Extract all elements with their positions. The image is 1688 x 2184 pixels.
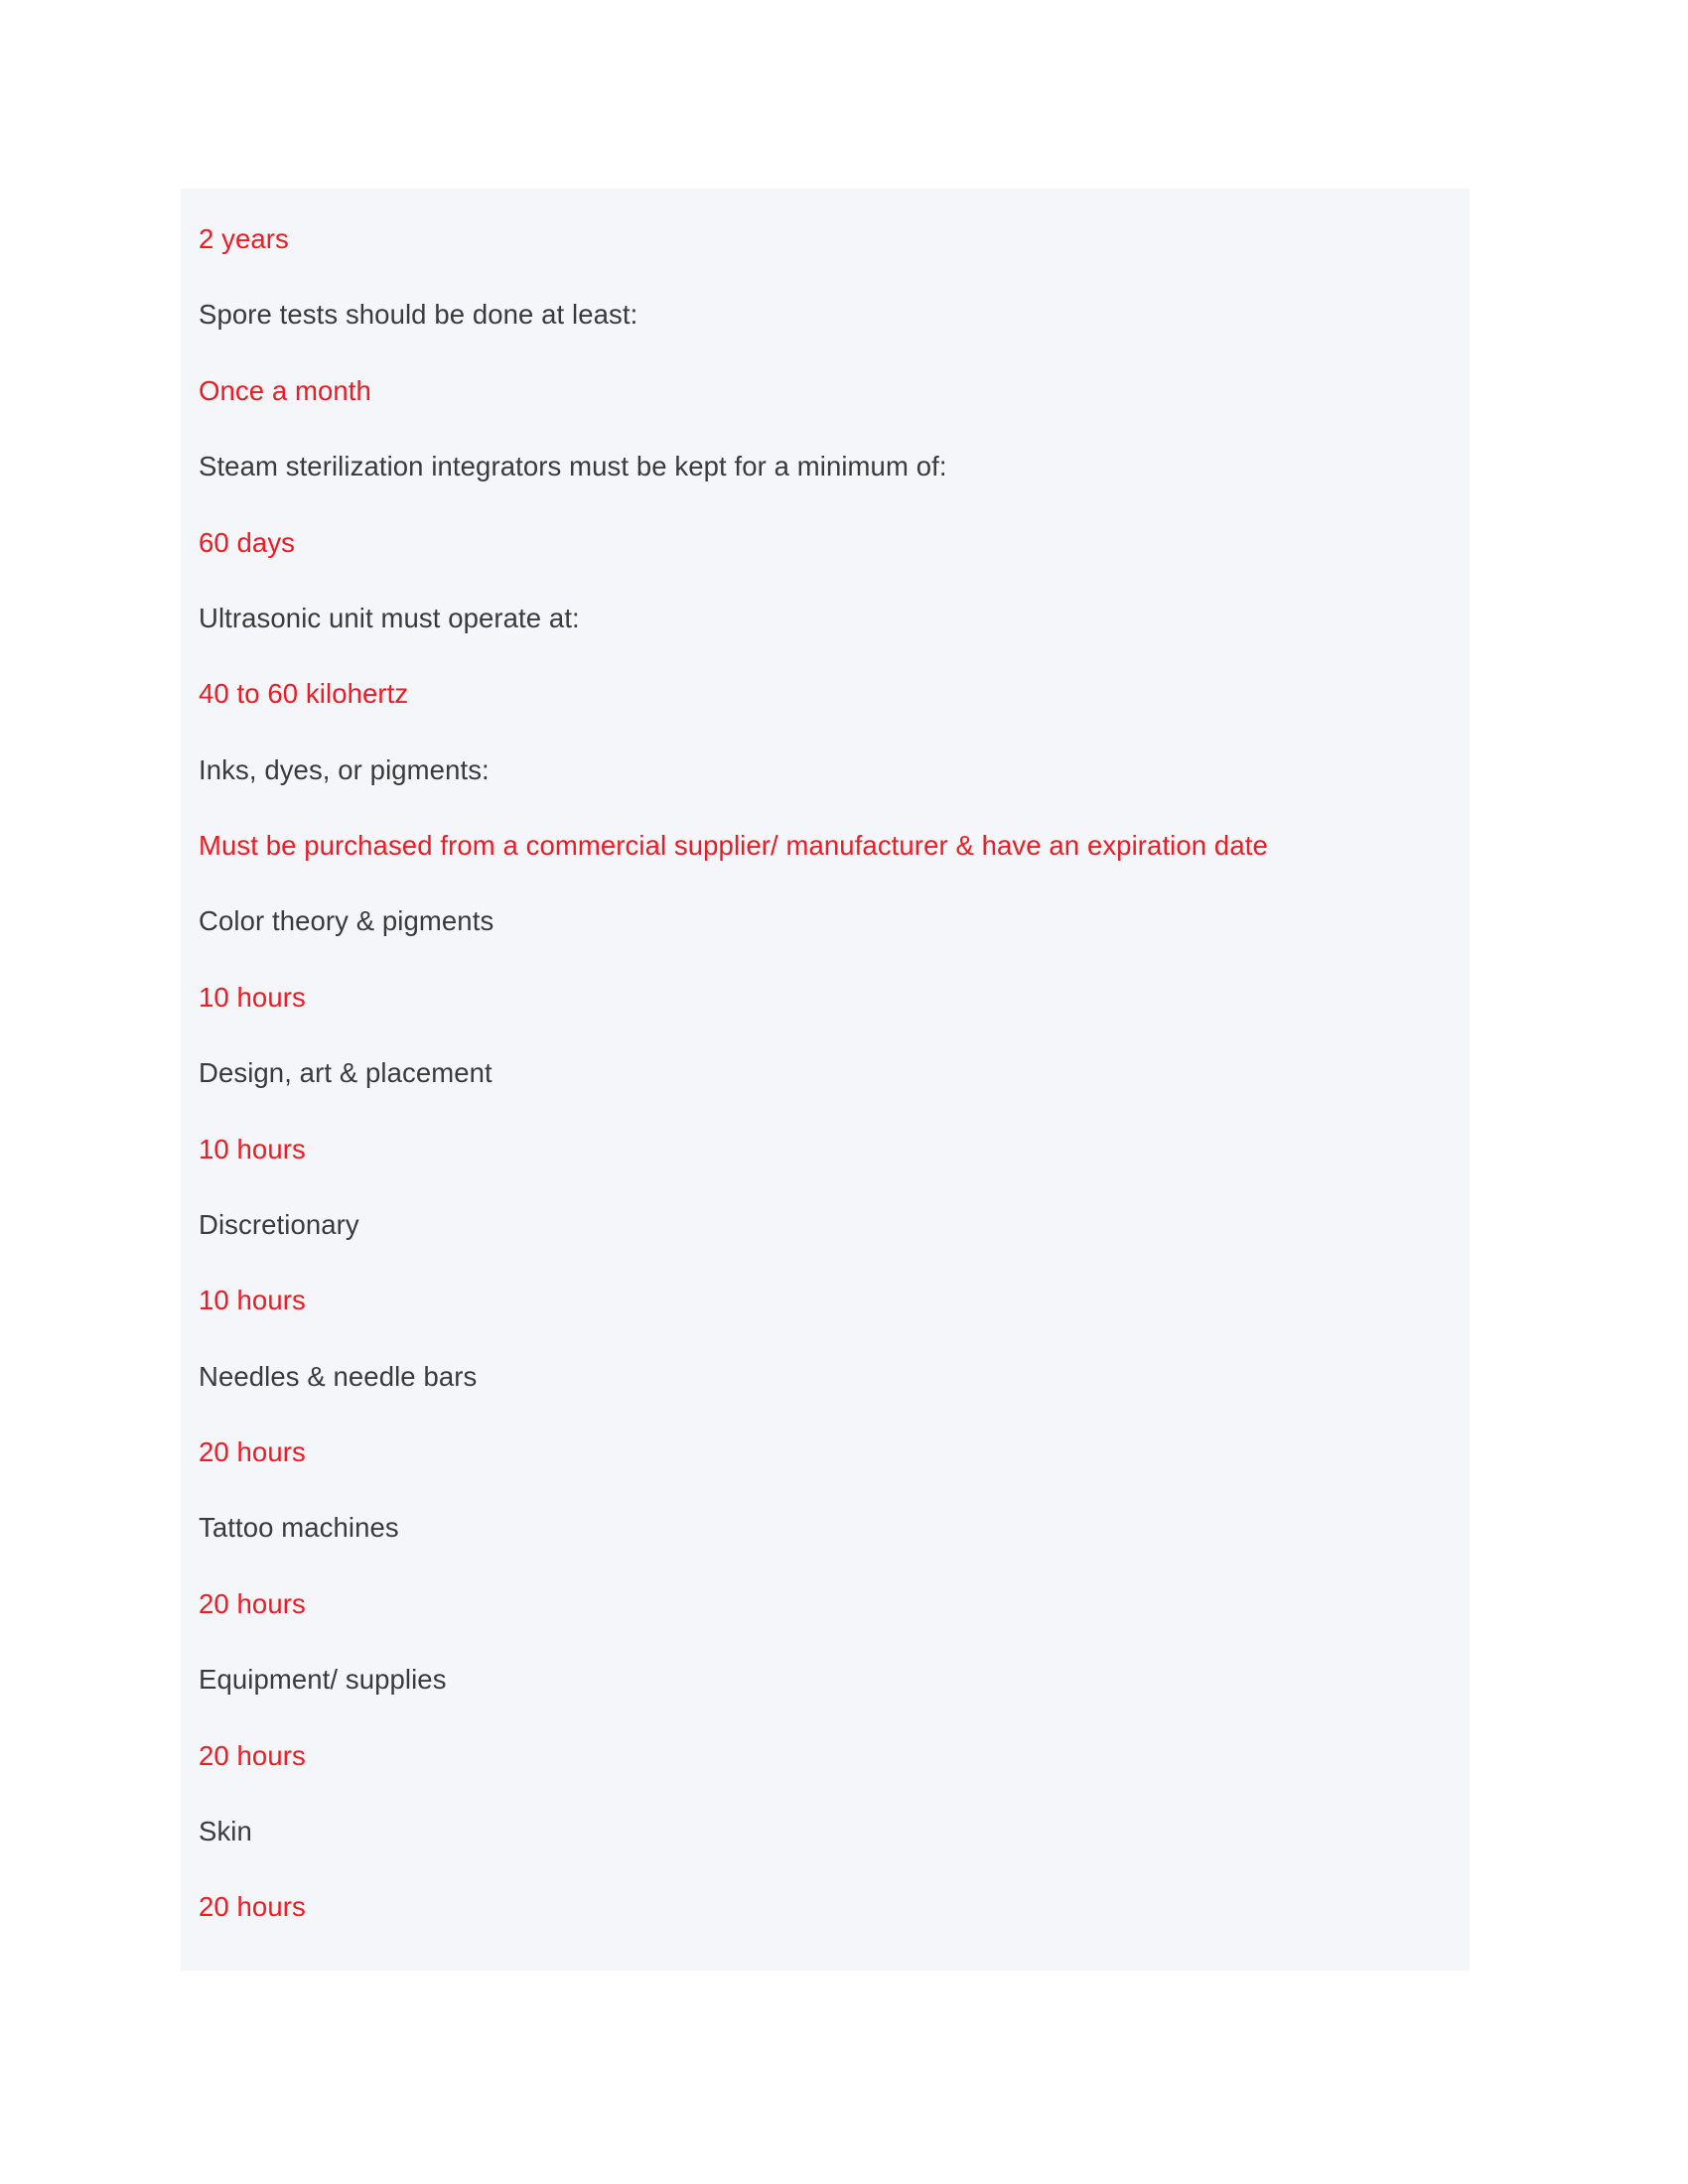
answer-line: 20 hours [199,1587,306,1619]
answer-line: Once a month [199,374,371,406]
question-line: Skin [199,1815,252,1846]
answer-line: Must be purchased from a commercial supplier/ manufacturer & have an expiration date [199,830,1268,861]
answer-line: 10 hours [199,1133,306,1164]
question-line: Needles & needle bars [199,1360,478,1392]
answer-line: 40 to 60 kilohertz [199,678,409,710]
question-line: Ultrasonic unit must operate at: [199,602,580,633]
answer-line: 20 hours [199,1891,306,1923]
question-line: Design, art & placement [199,1057,492,1089]
answer-line: 10 hours [199,1285,306,1316]
answer-line: 20 hours [199,1739,306,1771]
question-line: Steam sterilization integrators must be kept for a minimum of: [199,451,947,482]
question-line: Color theory & pigments [199,905,494,937]
question-line: Equipment/ supplies [199,1664,447,1696]
study-notes-block [181,189,1470,1971]
answer-line: 20 hours [199,1436,306,1467]
answer-line: 60 days [199,526,296,558]
question-line: Tattoo machines [199,1512,399,1544]
question-line: Inks, dyes, or pigments: [199,753,490,785]
question-line: Discretionary [199,1208,359,1240]
question-line: Spore tests should be done at least: [199,299,638,331]
answer-line: 2 years [199,223,289,254]
answer-line: 10 hours [199,981,306,1013]
